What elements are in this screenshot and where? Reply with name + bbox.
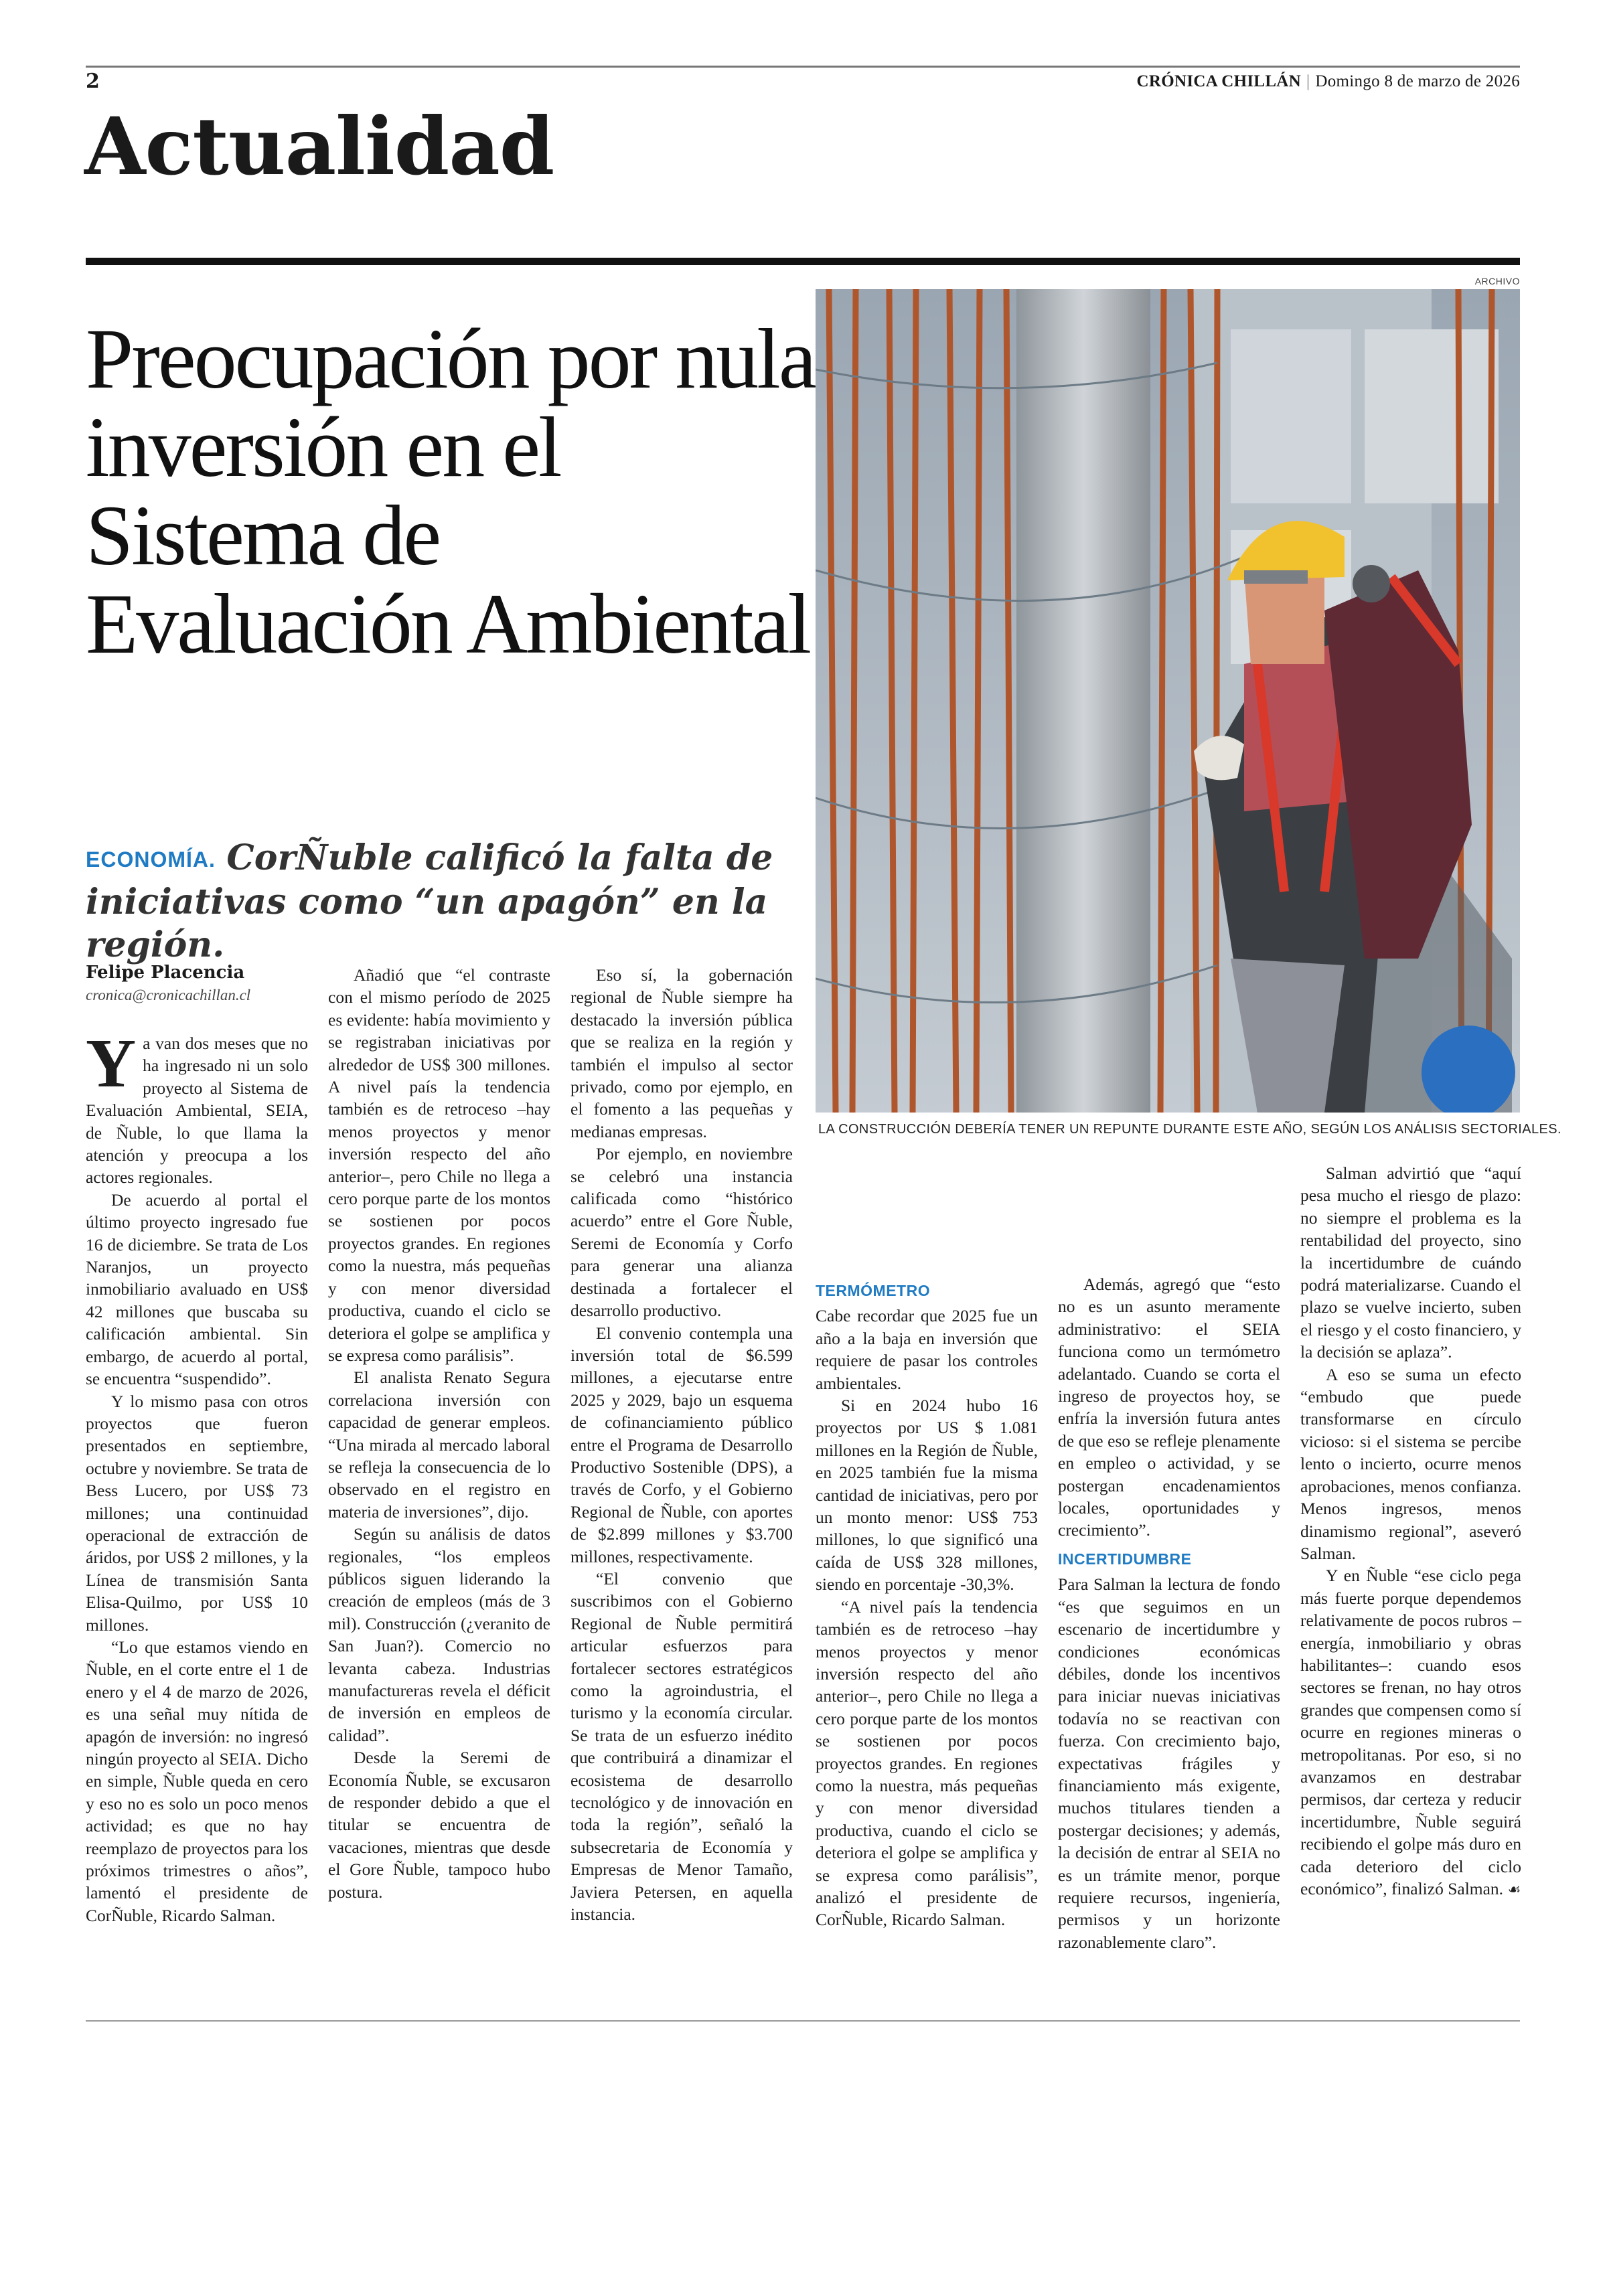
paragraph-12: “El convenio que suscribimos con el Gobierno Regional de Ñuble permitirá articular esfuerzos para fortalecer sectores estratégicos como la agroindustria, el turismo y la economía circular. Se trata de un esfuerzo inédito que contribuirá a dinamizar el ecosistema de desarrollo tecnológico y de innovación en toda la región”, señaló la subsecretaria de Economía y Empresas de Menor Tamaño, Javiera Petersen, en aquella instancia. [570, 1568, 793, 1924]
paragraph-8: Desde la Seremi de Economía Ñuble, se excusaron de responder debido a que el titular se encuentra de vacaciones, mientras que desde el Gore Ñuble, tampoco hubo postura. [328, 1748, 550, 1902]
paragraph-9: Eso sí, la gobernación regional de Ñuble siempre ha destacado la inversión pública que se realiza en la región y también el impulso al sector privado, como por ejemplo, en el fomento a las pequeñas y medianas empresas. [570, 965, 793, 1141]
masthead [1137, 72, 1520, 91]
paragraph-10: Por ejemplo, en noviembre se celebró una instancia calificada como “histórico acuerdo” entre el Gore Ñuble, Seremi de Economía y Corfo para generar una alianza destinada a fortalecer el desarrollo productivo. [570, 1144, 793, 1321]
article-column-3 [570, 964, 793, 1925]
photo-credit: ARCHIVO [1474, 276, 1520, 286]
paragraph-11: El convenio contempla una inversión total de $6.599 millones, a ejecutarse entre 2025 y 2029, bajo un esquema de cofinanciamiento público entre el Programa de Desarrollo Productivo Sostenible (DPS), a través de Corfo, y el Gobierno Regional de Ñuble, con aportes de $2.899 millones y $3.700 millones, respectivamente. [570, 1323, 793, 1566]
construction-photo [816, 289, 1520, 1113]
article-column-6 [1300, 1162, 1521, 1901]
subhead-termometro: TERMÓMETRO [816, 1282, 931, 1299]
paragraph-20: Y en Ñuble “ese ciclo pega más fuerte porque dependemos relativamente de pocos rubros –energía, inmobiliario y obras habilitantes–: cuando esos sectores se frenan, no hay otros grandes que compensen como sí ocurre en regiones mineras o metropolitanas. Por eso, si no avanzamos en destrabar permisos, dar certeza y reducir incertidumbre, Ñuble seguirá recibiendo el golpe más duro en cada deterioro del ciclo económico”, finalizó Salman. ☙ [1300, 1566, 1521, 1898]
paragraph-18: Salman advirtió que “aquí pesa mucho el riesgo de plazo: no siempre el problema es la rentabilidad del proyecto, sino la incertidumbre de cuándo podrá materializarse. Cuando el plazo se vuelve incierto, suben el riesgo y el costo financiero, y la decisión se aplaza”. [1300, 1163, 1521, 1362]
article-column-1 [86, 1025, 308, 1926]
paragraph-16: Además, agregó que “esto no es un asunto meramente administrativo: el SEIA funciona como un termómetro adelantado. Cuando se corta el ingreso de proyectos hoy, se enfría la inversión futura antes de que eso se refleje plenamente en empleo o actividad, y se postergan encadenamientos locales, oportunidades y crecimiento”. [1058, 1275, 1280, 1540]
subhead-incertidumbre: INCERTIDUMBRE [1058, 1550, 1192, 1568]
section-title: Actualidad [84, 100, 554, 193]
paragraph-5: Añadió que “el contraste con el mismo período de 2025 es evidente: había movimiento y se registraban iniciativas por alrededor de US$ 300 millones. A nivel país la tendencia también es de retroceso –hay menos proyectos y menor inversión respecto del año anterior–, pero Chile no llega a cero porque parte de los montos se sostienen por pocos proyectos grandes. En regiones como la nuestra, más pequeñas y con menor diversidad productiva, cuando el ciclo se deteriora el golpe se amplifica y se expresa como parálisis”. [328, 965, 550, 1365]
bottom-rule [86, 2020, 1520, 2022]
paragraph-4: “Lo que estamos viendo en Ñuble, en el corte entre el 1 de enero y el 4 de marzo de 2026, es una señal muy nítida de apagón de inversión: no ingresó ningún proyecto al SEIA. Dicho en simple, Ñuble queda en cero y eso no es solo un poco menos actividad; es que no hay reemplazo de proyectos para los próximos trimestres o años”, lamentó el presidente de CorÑuble, Ricardo Salman. [86, 1637, 308, 1925]
paragraph-1: Ya van dos meses que no ha ingresado ni un solo proyecto al Sistema de Evaluación Ambiental, SEIA, de Ñuble, lo que llama la atención y preocupa a los actores regionales. [86, 1025, 308, 1187]
article-column-4 [816, 1273, 1038, 1931]
byline: Felipe Placencia [86, 963, 245, 983]
publication-name: CRÓNICA CHILLÁN [1136, 72, 1302, 90]
paragraph-17: Para Salman la lectura de fondo “es que seguimos en un escenario de incertidumbre y condiciones económicas débiles, donde los incentivos para iniciar nuevas iniciativas todavía no se reactivan con fuerza. Con crecimiento bajo, expectativas frágiles y financiamiento más exigente, muchos titulares tienden a postergar decisiones; y además, la decisión de entrar al SEIA no es un trámite menor, porque requiere recursos, ingeniería, permisos y un horizonte razonablemente claro”. [1058, 1574, 1280, 1952]
paragraph-14: Si en 2024 hubo 16 proyectos por US $ 1.081 millones en la Región de Ñuble, en 2025 también fue la misma cantidad de iniciativas, pero por un monto menor: US$ 753 millones, lo que significó una caída de US$ 328 millones, siendo en porcentaje -30,3%. [816, 1396, 1038, 1594]
paragraph-2: De acuerdo al portal el último proyecto ingresado fue 16 de diciembre. Se trata de Los Naranjos, un proyecto inmobiliario avaluado en US$ 42 millones que buscaba su calificación ambiental. Sin embargo, de acuerdo al portal, se encuentra “suspendido”. [86, 1190, 308, 1389]
top-rule [86, 66, 1520, 68]
masthead-separator: | [1306, 72, 1310, 90]
drop-cap: Y [86, 1025, 137, 1102]
paragraph-6: El analista Renato Segura correlaciona inversión con capacidad de generar empleos. “Una mirada al mercado laboral se refleja la consecuencia de lo observado en el registro en materia de inversiones”, dijo. [328, 1368, 550, 1522]
issue-date: Domingo 8 de marzo de 2026 [1315, 72, 1520, 90]
photo-caption: LA CONSTRUCCIÓN DEBERÍA TENER UN REPUNTE DURANTE ESTE AÑO, SEGÚN LOS ANÁLISIS SECTORIALES. [818, 1122, 1561, 1137]
article-column-2 [328, 964, 550, 1903]
paragraph-7: Según su análisis de datos regionales, “los empleos públicos siguen liderando la creación de empleos (más de 3 mil). Construcción (¿veranito de San Juan?). Comercio no levanta cabeza. Industrias manufactureras revela el déficit de inversión en empleos de calidad”. [328, 1524, 550, 1745]
page-number: 2 [86, 70, 100, 93]
paragraph-15: “A nivel país la tendencia también es de retroceso –hay menos proyectos y menor inversión respecto del año anterior–, pero Chile no llega a cero porque parte de los montos se sostienen por pocos proyectos grandes. En regiones como la nuestra, más pequeñas y con menor diversidad productiva, cuando el ciclo se deteriora el golpe se amplifica y se expresa como parálisis”, analizó el presidente de CorÑuble, Ricardo Salman. [816, 1596, 1038, 1930]
paragraph-3: Y lo mismo pasa con otros proyectos que fueron presentados en septiembre, octubre y noviembre. Se trata de Bess Lucero, por US$ 73 millones; una continuidad operacional de extracción de áridos, por US$ 2 millones, y la Línea de transmisión Santa Elisa-Quilmo, por US$ 10 millones. [86, 1391, 308, 1635]
author-email: cronica@cronicachillan.cl [86, 987, 251, 1003]
kicker: ECONOMÍA. [86, 847, 216, 872]
article-column-5 [1058, 1273, 1280, 1953]
paragraph-13: Cabe recordar que 2025 fue un año a la baja en inversión que requiere de pasar los controles ambientales. [816, 1306, 1038, 1393]
section-rule [86, 258, 1520, 265]
headline: Preocupación por nula inversión en el Sistema de Evaluación Ambiental [86, 311, 815, 671]
paragraph-19: A eso se suma un efecto “embudo que puede transformarse en círculo vicioso: si el sistema se percibe lento o incierto, ocurre menos aprobaciones, menos confianza. Menos ingresos, menos dinamismo regional”, aseveró Salman. [1300, 1364, 1521, 1563]
deck [86, 837, 822, 967]
end-mark-icon: ☙ [1507, 1882, 1521, 1898]
deck-text: CorÑuble calificó la falta de iniciativas como “un apagón” en la región. [86, 837, 773, 965]
